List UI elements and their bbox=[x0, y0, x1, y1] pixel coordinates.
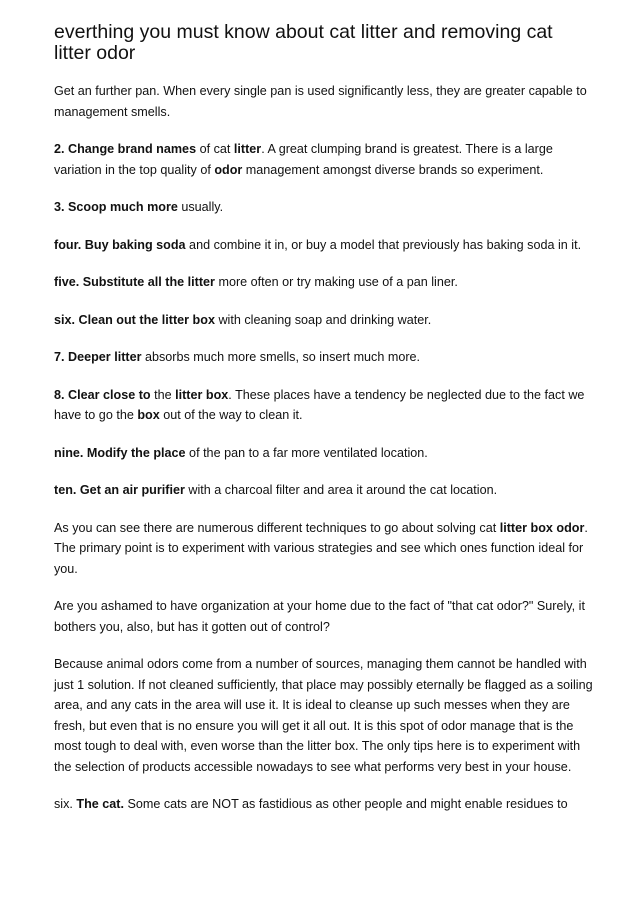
bold-text-run: ten. Get an air purifier bbox=[54, 483, 185, 497]
document-body bbox=[54, 81, 594, 815]
document-title: everthing you must know about cat litter and removing cat litter odor bbox=[54, 21, 553, 64]
body-paragraph bbox=[54, 596, 594, 637]
text-run: . These places have a tendency be neglected due to the fact we have to go the bbox=[54, 387, 585, 422]
text-run: Are you ashamed to have organization at your home due to the fact of "that cat odor?" Surely, it bothers you, also, but has it gotten out of control? bbox=[54, 599, 585, 634]
text-run: of the pan to a far more ventilated location. bbox=[185, 445, 428, 460]
bold-text-run: five. Substitute all the litter bbox=[54, 275, 215, 289]
body-paragraph bbox=[54, 654, 594, 777]
text-run: Because animal odors come from a number of sources, managing them cannot be handled with just 1 solution. If not cleaned sufficiently, that place may possibly eternally be flagged as a soiling area, and any cats in the area will use it. It is ideal to cleanse up such messes when they are fresh, but even that is no ensure you will get it all out. It is this spot of odor manage that is the most tough to deal with, even worse than the litter box. The only tips here is to experiment with the selection of products accessible nowadays to see what performs very best in your house. bbox=[54, 657, 593, 774]
text-run: with a charcoal filter and area it around the cat location. bbox=[184, 483, 498, 497]
text-run: usually. bbox=[177, 200, 224, 214]
bold-text-run: 2. Change brand names bbox=[54, 142, 197, 156]
bold-text-run: The cat. bbox=[76, 797, 124, 811]
bold-text-run: litter box odor bbox=[499, 520, 585, 535]
body-paragraph bbox=[54, 480, 594, 501]
bold-text-run: nine. Modify the place bbox=[54, 445, 186, 460]
body-paragraph bbox=[54, 197, 594, 218]
body-paragraph bbox=[54, 794, 594, 815]
body-paragraph bbox=[54, 385, 594, 426]
bold-text-run: odor bbox=[214, 162, 243, 177]
text-run: absorbs much more smells, so insert much more. bbox=[141, 350, 421, 364]
bold-text-run: 7. Deeper litter bbox=[54, 350, 142, 364]
bold-text-run: litter box bbox=[175, 387, 229, 402]
body-paragraph bbox=[54, 272, 594, 293]
body-paragraph bbox=[54, 443, 594, 464]
text-run: As you can see there are numerous different techniques to go about solving cat bbox=[54, 520, 500, 535]
bold-text-run: four. Buy baking soda bbox=[54, 237, 186, 252]
text-run: with cleaning soap and drinking water. bbox=[214, 312, 432, 327]
body-paragraph bbox=[54, 81, 594, 122]
text-run: the bbox=[150, 387, 176, 402]
body-paragraph bbox=[54, 347, 594, 368]
text-run: Some cats are NOT as fastidious as other people and might enable residues to bbox=[123, 797, 568, 811]
body-paragraph bbox=[54, 310, 594, 331]
bold-text-run: litter bbox=[233, 142, 262, 156]
text-run: six. bbox=[54, 797, 77, 811]
bold-text-run: box bbox=[137, 408, 160, 422]
text-run: management amongst diverse brands so experiment. bbox=[242, 162, 544, 177]
body-paragraph bbox=[54, 518, 594, 580]
text-run: Get an further pan. When every single pan is used significantly less, they are greater capable to management smells. bbox=[54, 84, 587, 119]
text-run: . The primary point is to experiment with various strategies and see which ones function ideal for you. bbox=[54, 520, 588, 576]
text-run: . A great clumping brand is greatest. There is a large variation in the top quality of bbox=[54, 142, 553, 177]
bold-text-run: six. Clean out the litter box bbox=[54, 312, 215, 327]
bold-text-run: 3. Scoop much more bbox=[54, 200, 178, 214]
text-run: and combine it in, or buy a model that previously has baking soda in it. bbox=[185, 237, 582, 252]
body-paragraph bbox=[54, 139, 594, 180]
text-run: of cat bbox=[196, 142, 234, 156]
text-run: out of the way to clean it. bbox=[159, 408, 303, 422]
document-page bbox=[54, 22, 594, 832]
body-paragraph bbox=[54, 235, 594, 256]
bold-text-run: 8. Clear close to bbox=[54, 387, 151, 402]
text-run: more often or try making use of a pan liner. bbox=[214, 275, 458, 289]
